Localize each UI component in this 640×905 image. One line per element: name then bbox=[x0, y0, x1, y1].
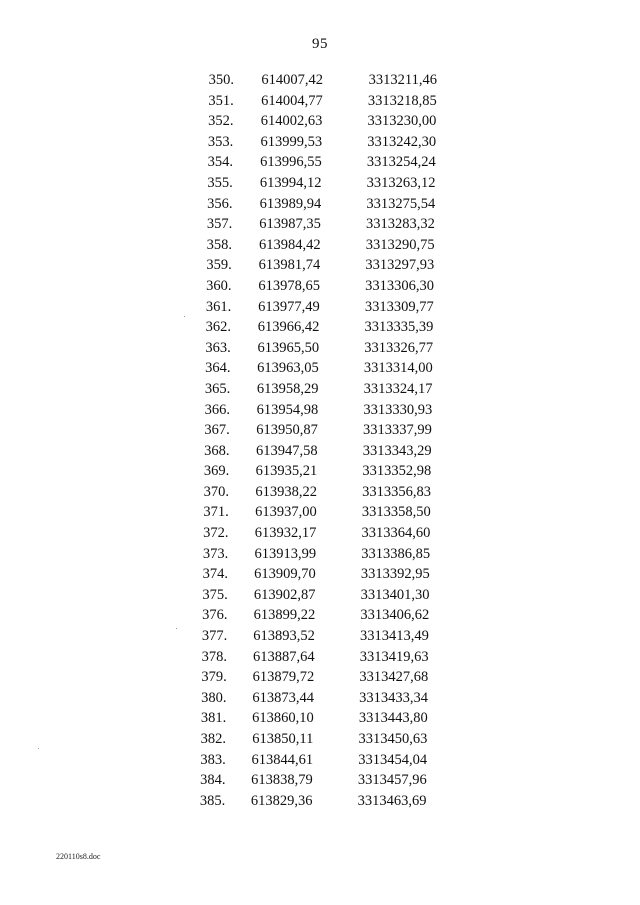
point-number: 385. bbox=[199, 792, 226, 809]
x-coordinate: 613984,42 bbox=[258, 236, 321, 253]
point-number: 379. bbox=[201, 669, 227, 686]
point-number: 363. bbox=[205, 339, 231, 356]
x-coordinate: 613879,72 bbox=[252, 669, 315, 686]
x-coordinate: 613989,94 bbox=[259, 195, 322, 212]
table-row bbox=[0, 461, 640, 482]
point-number: 356. bbox=[207, 195, 233, 212]
table-row bbox=[0, 729, 640, 750]
x-coordinate: 613977,49 bbox=[258, 298, 320, 315]
document-filename: 220110s8.doc bbox=[56, 852, 101, 861]
y-coordinate: 3313306,30 bbox=[365, 277, 434, 294]
y-coordinate: 3313386,85 bbox=[361, 545, 431, 562]
x-coordinate: 614002,63 bbox=[260, 113, 323, 130]
y-coordinate: 3313463,69 bbox=[357, 792, 427, 809]
x-coordinate: 613950,87 bbox=[256, 422, 318, 439]
x-coordinate: 613981,74 bbox=[258, 257, 321, 274]
table-row bbox=[0, 605, 640, 626]
y-coordinate: 3313330,93 bbox=[363, 401, 433, 418]
x-coordinate: 613899,22 bbox=[253, 607, 316, 624]
y-coordinate: 3313254,24 bbox=[366, 154, 436, 171]
table-row bbox=[0, 585, 640, 606]
x-coordinate: 613893,52 bbox=[253, 628, 315, 645]
table-row bbox=[0, 132, 640, 153]
point-number: 371. bbox=[203, 504, 229, 521]
point-number: 382. bbox=[200, 731, 226, 747]
table-row bbox=[0, 317, 640, 338]
x-coordinate: 613909,70 bbox=[254, 566, 316, 583]
point-number: 364. bbox=[205, 360, 231, 377]
point-number: 378. bbox=[201, 648, 227, 665]
y-coordinate: 3313352,98 bbox=[362, 463, 432, 480]
x-coordinate: 613902,87 bbox=[253, 586, 316, 603]
table-row bbox=[0, 420, 640, 441]
y-coordinate: 3313275,54 bbox=[366, 195, 436, 212]
coordinate-table bbox=[0, 70, 640, 811]
point-number: 361. bbox=[205, 298, 232, 315]
y-coordinate: 3313263,12 bbox=[366, 174, 436, 191]
y-coordinate: 3313358,50 bbox=[361, 504, 431, 521]
table-row bbox=[0, 152, 640, 173]
point-number: 354. bbox=[207, 154, 233, 171]
point-number: 380. bbox=[201, 689, 227, 706]
y-coordinate: 3313309,77 bbox=[364, 298, 434, 315]
table-row bbox=[0, 235, 640, 256]
scan-speck bbox=[176, 628, 177, 629]
x-coordinate: 613996,55 bbox=[260, 154, 322, 171]
y-coordinate: 3313457,96 bbox=[357, 772, 427, 789]
x-coordinate: 613913,99 bbox=[254, 545, 317, 562]
point-number: 360. bbox=[206, 277, 232, 294]
x-coordinate: 613994,12 bbox=[259, 174, 322, 191]
y-coordinate: 3313297,93 bbox=[365, 257, 435, 274]
table-row bbox=[0, 214, 640, 235]
table-row bbox=[0, 255, 640, 276]
table-row bbox=[0, 708, 640, 729]
x-coordinate: 613850,11 bbox=[252, 731, 314, 747]
x-coordinate: 613947,58 bbox=[255, 442, 318, 459]
point-number: 372. bbox=[203, 525, 229, 542]
y-coordinate: 3313443,80 bbox=[358, 710, 428, 727]
point-number: 375. bbox=[202, 586, 228, 603]
table-row bbox=[0, 770, 640, 791]
x-coordinate: 613829,36 bbox=[250, 792, 313, 809]
x-coordinate: 614004,77 bbox=[261, 92, 323, 109]
y-coordinate: 3313242,30 bbox=[367, 133, 437, 150]
x-coordinate: 613932,17 bbox=[254, 525, 317, 542]
table-row bbox=[0, 194, 640, 215]
table-row bbox=[0, 173, 640, 194]
x-coordinate: 613937,00 bbox=[255, 504, 317, 521]
y-coordinate: 3313343,29 bbox=[362, 442, 432, 459]
y-coordinate: 3313326,77 bbox=[364, 339, 434, 356]
point-number: 374. bbox=[202, 566, 228, 583]
x-coordinate: 613999,53 bbox=[260, 133, 323, 150]
point-number: 376. bbox=[202, 607, 228, 624]
y-coordinate: 3313413,49 bbox=[360, 628, 429, 645]
table-row bbox=[0, 544, 640, 565]
y-coordinate: 3313364,60 bbox=[361, 525, 431, 542]
y-coordinate: 3313314,00 bbox=[363, 360, 433, 377]
table-row bbox=[0, 91, 640, 112]
table-row bbox=[0, 667, 640, 688]
y-coordinate: 3313433,34 bbox=[359, 689, 428, 706]
point-number: 366. bbox=[204, 401, 230, 418]
x-coordinate: 613963,05 bbox=[257, 360, 319, 377]
point-number: 383. bbox=[200, 751, 226, 768]
table-row bbox=[0, 564, 640, 585]
point-number: 358. bbox=[206, 236, 232, 253]
point-number: 359. bbox=[206, 257, 232, 274]
x-coordinate: 613860,10 bbox=[252, 710, 314, 727]
table-row bbox=[0, 647, 640, 668]
point-number: 351. bbox=[208, 92, 234, 109]
table-row bbox=[0, 400, 640, 421]
y-coordinate: 3313324,17 bbox=[363, 380, 433, 397]
y-coordinate: 3313392,95 bbox=[360, 566, 430, 583]
table-row bbox=[0, 502, 640, 523]
table-row bbox=[0, 523, 640, 544]
x-coordinate: 613844,61 bbox=[251, 751, 314, 768]
x-coordinate: 613958,29 bbox=[256, 380, 319, 397]
y-coordinate: 3313401,30 bbox=[360, 586, 430, 603]
point-number: 350. bbox=[208, 72, 234, 88]
point-number: 369. bbox=[203, 463, 230, 480]
point-number: 384. bbox=[200, 772, 226, 789]
y-coordinate: 3313211,46 bbox=[368, 72, 437, 88]
x-coordinate: 613954,98 bbox=[256, 401, 319, 418]
x-coordinate: 613873,44 bbox=[252, 689, 314, 706]
table-row bbox=[0, 297, 640, 318]
x-coordinate: 613965,50 bbox=[257, 339, 320, 356]
x-coordinate: 613838,79 bbox=[251, 772, 313, 789]
point-number: 368. bbox=[204, 442, 230, 459]
table-row bbox=[0, 358, 640, 379]
table-row bbox=[0, 441, 640, 462]
scan-speck bbox=[184, 316, 185, 317]
y-coordinate: 3313419,63 bbox=[359, 648, 429, 665]
table-row bbox=[0, 482, 640, 503]
y-coordinate: 3313290,75 bbox=[365, 236, 435, 253]
table-row bbox=[0, 70, 640, 91]
x-coordinate: 613966,42 bbox=[257, 319, 320, 336]
y-coordinate: 3313337,99 bbox=[363, 422, 432, 439]
y-coordinate: 3313335,39 bbox=[364, 319, 434, 336]
table-row bbox=[0, 276, 640, 297]
y-coordinate: 3313218,85 bbox=[367, 92, 437, 109]
y-coordinate: 3313283,32 bbox=[366, 216, 435, 233]
table-row bbox=[0, 791, 640, 812]
x-coordinate: 613935,21 bbox=[255, 463, 318, 480]
table-row bbox=[0, 688, 640, 709]
point-number: 362. bbox=[205, 319, 231, 336]
y-coordinate: 3313406,62 bbox=[360, 607, 430, 624]
point-number: 365. bbox=[204, 380, 231, 397]
point-number: 381. bbox=[200, 710, 227, 727]
x-coordinate: 613938,22 bbox=[255, 483, 317, 500]
point-number: 353. bbox=[207, 133, 234, 150]
y-coordinate: 3313450,63 bbox=[358, 731, 428, 747]
table-row bbox=[0, 111, 640, 132]
x-coordinate: 613987,35 bbox=[259, 216, 321, 233]
point-number: 370. bbox=[203, 483, 229, 500]
x-coordinate: 613978,65 bbox=[258, 277, 320, 294]
point-number: 355. bbox=[207, 174, 233, 191]
scan-speck bbox=[38, 748, 39, 749]
point-number: 367. bbox=[204, 422, 230, 439]
table-row bbox=[0, 750, 640, 771]
table-row bbox=[0, 626, 640, 647]
y-coordinate: 3313356,83 bbox=[362, 483, 431, 500]
point-number: 377. bbox=[201, 628, 228, 645]
point-number: 352. bbox=[208, 113, 234, 130]
y-coordinate: 3313454,04 bbox=[358, 751, 428, 768]
point-number: 357. bbox=[206, 216, 233, 233]
y-coordinate: 3313230,00 bbox=[367, 113, 437, 130]
table-row bbox=[0, 379, 640, 400]
point-number: 373. bbox=[202, 545, 229, 562]
x-coordinate: 614007,42 bbox=[261, 72, 323, 88]
page-number: 95 bbox=[312, 36, 328, 52]
x-coordinate: 613887,64 bbox=[252, 648, 315, 665]
y-coordinate: 3313427,68 bbox=[359, 669, 429, 686]
table-row bbox=[0, 338, 640, 359]
